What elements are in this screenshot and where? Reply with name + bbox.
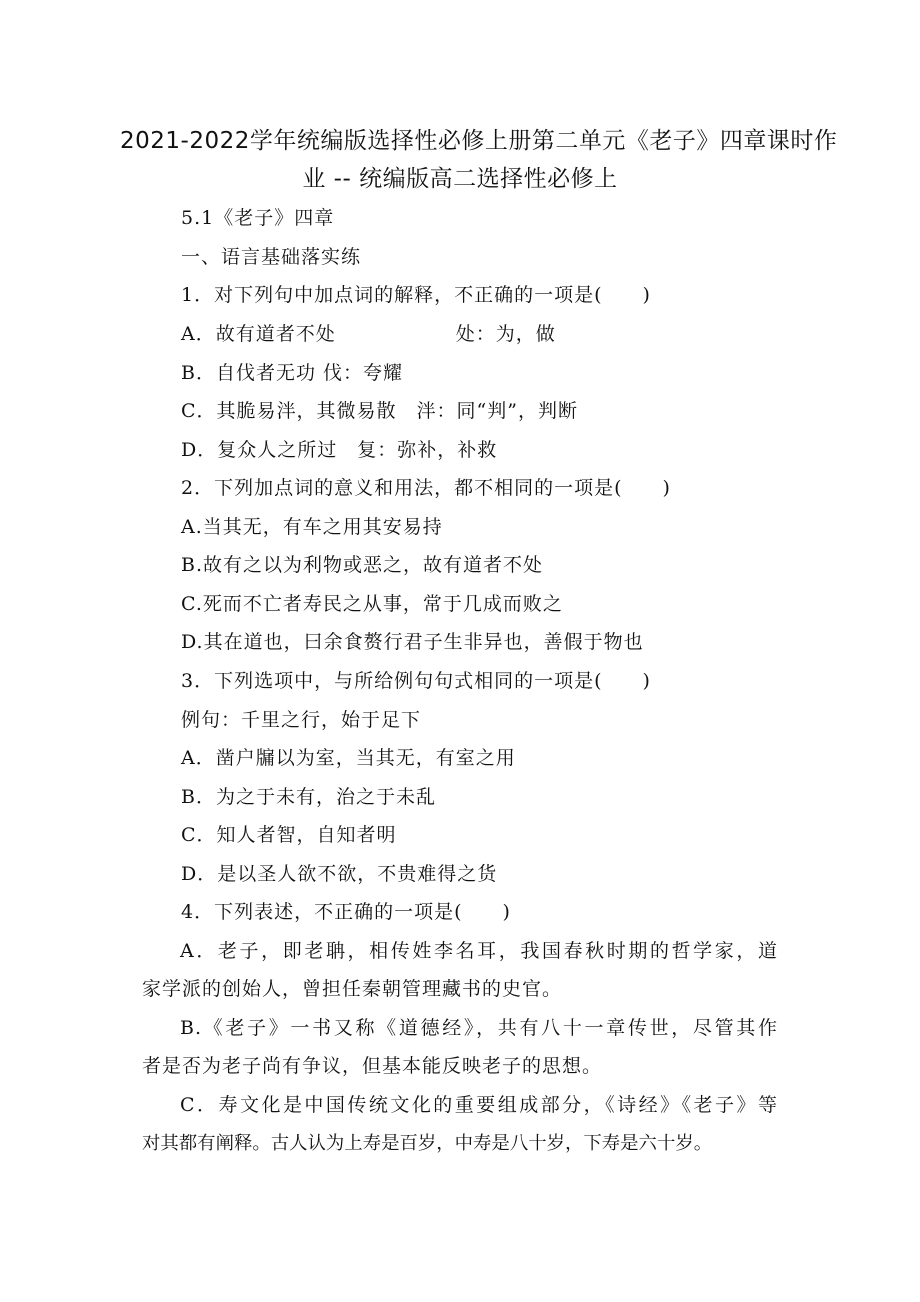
- document-title-line2: 业 -- 统编版高二选择性必修上: [302, 166, 618, 192]
- question-1-option-b: B．自伐者无功 伐：夸耀: [181, 362, 404, 384]
- question-1-option-d: D．复众人之所过 复：弥补，补救: [181, 439, 498, 461]
- question-3-option-d: D．是以圣人欲不欲，不贵难得之货: [181, 863, 498, 885]
- question-4-option-a-line2: 家学派的创始人，曾担任秦朝管理藏书的史官。: [142, 978, 563, 1000]
- question-4-option-c-line2: 对其都有阐释。古人认为上寿是百岁，中寿是八十岁，下寿是六十岁。: [142, 1133, 713, 1154]
- question-2-option-a: A.当其无，有车之用其安易持: [181, 516, 443, 538]
- question-3-example: 例句：千里之行，始于足下: [181, 709, 422, 731]
- question-4-option-b-line1: B.《老子》一书又称《道德经》，共有八十一章传世，尽管其作: [180, 1017, 778, 1039]
- question-3-option-c: C．知人者智，自知者明: [181, 824, 397, 846]
- question-1-stem: 1．对下列句中加点词的解释，不正确的一项是( ): [181, 284, 651, 306]
- question-2-stem: 2．下列加点词的意义和用法，都不相同的一项是( ): [181, 477, 671, 499]
- question-3-option-b: B．为之于未有，治之于未乱: [181, 786, 436, 808]
- document-title-line1: 2021-2022学年统编版选择性必修上册第二单元《老子》四章课时作: [120, 128, 838, 154]
- question-2-option-d: D.其在道也，曰余食赘行君子生非异也，善假于物也: [181, 631, 644, 653]
- question-2-option-c: C.死而不亡者寿民之从事，常于几成而败之: [181, 593, 563, 615]
- question-1-option-c: C．其脆易泮，其微易散 泮：同“判”，判断: [181, 400, 578, 422]
- section-heading: 5.1《老子》四章: [181, 207, 335, 229]
- question-4-stem: 4．下列表述，不正确的一项是( ): [181, 901, 511, 923]
- question-3-option-a: A．凿户牖以为室，当其无，有室之用: [181, 747, 516, 769]
- question-4-option-a-line1: A．老子，即老聃，相传姓李名耳，我国春秋时期的哲学家，道: [180, 940, 778, 962]
- part-heading: 一、语言基础落实练: [181, 246, 362, 268]
- question-3-stem: 3．下列选项中，与所给例句句式相同的一项是( ): [181, 670, 651, 692]
- question-2-option-b: B.故有之以为利物或恶之，故有道者不处: [181, 554, 544, 576]
- question-1-option-a: A．故有道者不处 处：为，做: [181, 323, 556, 345]
- question-4-option-b-line2: 者是否为老子尚有争议，但基本能反映老子的思想。: [142, 1055, 603, 1077]
- question-4-option-c-line1: C．寿文化是中国传统文化的重要组成部分，《诗经》《老子》等: [180, 1094, 778, 1116]
